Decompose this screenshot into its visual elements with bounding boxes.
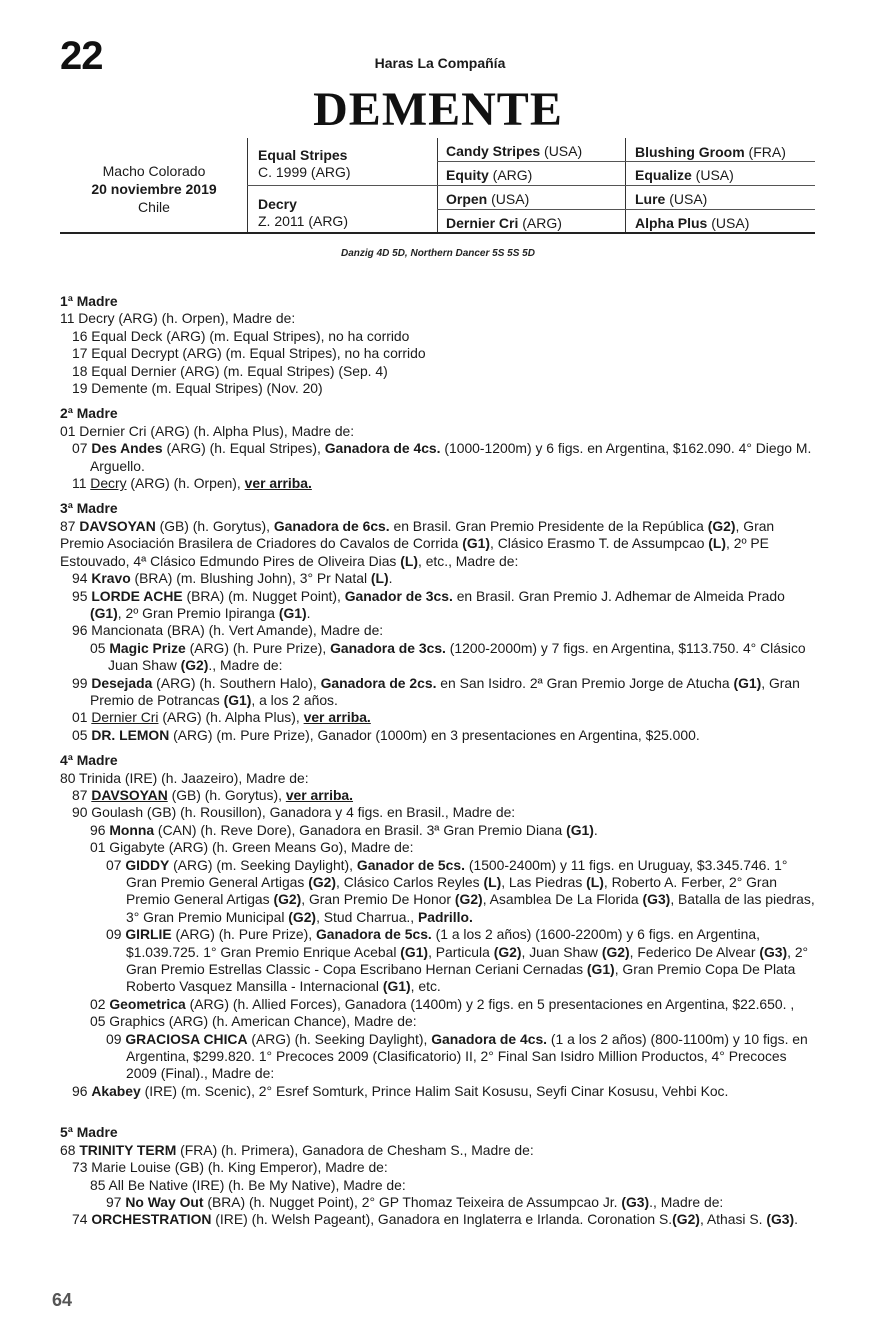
entry-text: 19 Demente (m. Equal Stripes) (Nov. 20) xyxy=(72,380,323,397)
entry-emphasis: GIDDY xyxy=(125,856,170,873)
entry-emphasis: (G2) xyxy=(493,943,522,960)
entry-text: (ARG) (h. Equal Stripes), xyxy=(162,440,325,457)
entry-text: (FRA) (h. Primera), Ganadora de Chesham S., Madre de: xyxy=(176,1141,534,1158)
entry-text: . xyxy=(388,570,393,587)
section-title: 3ª Madre xyxy=(60,500,118,517)
entry-text: 96 Mancionata (BRA) (h. Vert Amande), Madre de: xyxy=(72,622,384,639)
entry-text: , Clásico Erasmo T. de Assumpcao xyxy=(490,535,709,552)
pedigree-entry xyxy=(60,675,820,710)
entry-text: 95 xyxy=(72,587,92,604)
entry-text: 96 xyxy=(72,1082,92,1099)
entry-emphasis: (G2) xyxy=(308,874,336,890)
entry-emphasis: ver arriba. xyxy=(303,709,371,726)
entry-text: 68 xyxy=(60,1141,80,1158)
entry-text: 80 Trinida (IRE) (h. Jaazeiro), Madre de: xyxy=(60,769,309,786)
entry-text: , Roberto A. Ferber, 2° Gran Premio General Artigas xyxy=(126,874,777,908)
entry-emphasis: ver arriba. xyxy=(244,475,312,492)
entry-text: (1000-1200m) y 6 figs. en Argentina, $162.090. 4° Diego M. Arguello. xyxy=(90,440,812,474)
pedigree-entry xyxy=(60,363,820,380)
entry-text: , Federico De Alvear xyxy=(629,943,760,960)
entry-text: 07 xyxy=(72,440,92,457)
horse-name: DEMENTE xyxy=(313,83,563,136)
entry-text: 02 xyxy=(90,995,110,1012)
entry-text: , Stud Charrua., xyxy=(316,908,418,925)
entry-emphasis: Ganadora de 5cs. xyxy=(315,926,432,943)
entry-text: , Asamblea De La Florida xyxy=(482,891,643,908)
entry-text: (ARG) (h. Allied Forces), Ganadora (1400m) y 2 figs. en 5 presentaciones en Argentina, $22.650. , xyxy=(185,995,795,1012)
great-grandparent xyxy=(635,167,734,184)
pedigree-entry xyxy=(60,770,820,787)
pedigree-entry xyxy=(60,822,820,839)
entry-emphasis: (G3) xyxy=(759,943,788,960)
section-title: 2ª Madre xyxy=(60,405,118,422)
pedigree-entry xyxy=(60,1031,820,1083)
entry-text: 87 xyxy=(72,786,92,803)
entry-emphasis: DAVSOYAN xyxy=(91,786,168,803)
pedigree-entry xyxy=(60,926,820,996)
entry-text: , Gran Premio de Potrancas xyxy=(90,674,800,708)
entry-text: (1500-2400m) y 11 figs. en Uruguay, $3.345.746. 1° Gran Premio General Artigas xyxy=(126,856,788,890)
entry-text: (BRA) (m. Blushing John), 3° Pr Natal xyxy=(130,570,371,587)
entry-emphasis: (G2) xyxy=(273,891,302,908)
entry-emphasis: Ganadora de 2cs. xyxy=(320,674,437,691)
entry-text: (ARG) (h. Seeking Daylight), xyxy=(247,1030,432,1047)
entry-text: , Gran Premio Asociación Brasilera de Criadores do Cavalos de Corrida xyxy=(60,517,775,552)
entry-emphasis: (G1) xyxy=(733,674,762,691)
entry-emphasis: (G1) xyxy=(462,535,491,552)
entry-text: (CAN) (h. Reve Dore), Ganadora en Brasil. 3ª Gran Premio Diana xyxy=(154,821,567,838)
entry-text: 05 xyxy=(72,726,92,743)
entry-text: 16 Equal Deck (ARG) (m. Equal Stripes), no ha corrido xyxy=(72,327,410,344)
entry-emphasis: (G1) xyxy=(382,978,411,995)
entry-text: 01 Gigabyte (ARG) (h. Green Means Go), Madre de: xyxy=(90,839,414,856)
entry-text: (GB) (h. Gorytus), xyxy=(167,786,286,803)
pedigree-entry xyxy=(60,622,820,639)
entry-emphasis: Ganador de 3cs. xyxy=(344,587,453,604)
entry-text: ., Madre de: xyxy=(649,1193,724,1210)
grandparent-name: Equity xyxy=(446,167,489,183)
entry-text: 05 Graphics (ARG) (h. American Chance), Madre de: xyxy=(90,1013,417,1030)
entry-text: (ARG) (h. Orpen), xyxy=(126,475,245,492)
entry-text: 09 xyxy=(106,1030,126,1047)
entry-emphasis: Ganadora de 3cs. xyxy=(330,639,446,656)
entry-text: 17 Equal Decrypt (ARG) (m. Equal Stripes), no ha corrido xyxy=(72,345,426,362)
pedigree-entry xyxy=(60,804,820,821)
entry-text: 01 Dernier Cri (ARG) (h. Alpha Plus), Madre de: xyxy=(60,422,355,439)
great-grandparent-name: Blushing Groom xyxy=(635,144,745,160)
entry-text: 97 xyxy=(106,1193,126,1210)
dam-detail: Z. 2011 (ARG) xyxy=(258,213,348,229)
sire xyxy=(258,147,351,181)
entry-text: , Batalla de las piedras, 3° Gran Premio Municipal xyxy=(126,891,815,925)
grandparent-name: Candy Stripes xyxy=(446,143,541,159)
entry-emphasis: (L) xyxy=(586,874,604,890)
entry-text: (BRA) (h. Nugget Point), 2° GP Thomaz Teixeira de Assumpcao Jr. xyxy=(203,1193,622,1210)
entry-text: , a los 2 años. xyxy=(251,691,338,708)
entry-emphasis: Geometrica xyxy=(109,995,186,1012)
entry-text: (BRA) (m. Nugget Point), xyxy=(182,587,345,604)
pedigree-entry xyxy=(60,518,820,570)
entry-text: , Gran Premio Copa De Plata Roberto Vasquez Mansilla - Internacional xyxy=(126,961,796,995)
entry-emphasis: Ganador de 5cs. xyxy=(356,856,465,873)
entry-emphasis: Ganadora de 6cs. xyxy=(273,517,390,534)
entry-text: , Juan Shaw xyxy=(521,943,602,960)
grandparent-origin: (ARG) xyxy=(518,215,562,231)
birth-date: 20 noviembre 2019 xyxy=(91,181,217,197)
entry-emphasis: Monna xyxy=(109,821,155,838)
entry-text: (GB) (h. Gorytus), xyxy=(155,517,274,534)
pedigree-entry xyxy=(60,1159,820,1176)
great-grandparent-name: Lure xyxy=(635,191,666,207)
grandparent xyxy=(446,143,582,160)
lot-number: 22 xyxy=(60,34,103,78)
entry-text: , etc. xyxy=(410,978,441,995)
entry-emphasis: (L) xyxy=(708,535,727,552)
entry-text: . xyxy=(593,821,598,838)
entry-emphasis: (G2) xyxy=(454,891,483,908)
entry-emphasis: (G3) xyxy=(766,1211,795,1228)
great-grandparent-origin: (USA) xyxy=(691,167,734,183)
farm-name: Haras La Compañía xyxy=(374,55,506,71)
grandparent xyxy=(446,215,562,232)
entry-text: 01 xyxy=(72,709,92,726)
entry-emphasis: LORDE ACHE xyxy=(91,587,183,604)
subject-info xyxy=(60,162,248,216)
entry-emphasis: DR. LEMON xyxy=(91,726,170,743)
entry-emphasis: Des Andes xyxy=(91,440,163,457)
entry-emphasis: Padrillo. xyxy=(418,908,473,925)
grandparent-origin: (USA) xyxy=(540,143,583,159)
entry-text: 07 xyxy=(106,856,126,873)
entry-emphasis: (G2) xyxy=(288,908,317,925)
section-title: 4ª Madre xyxy=(60,752,118,769)
entry-text: (ARG) (h. Pure Prize), xyxy=(171,926,316,943)
entry-text: (ARG) (h. Alpha Plus), xyxy=(158,709,304,726)
maternal-family xyxy=(60,293,820,1229)
entry-text: , Gran Premio De Honor xyxy=(301,891,455,908)
entry-emphasis: (G1) xyxy=(566,821,594,838)
entry-emphasis: (G2) xyxy=(180,657,209,674)
pedigree-table xyxy=(60,138,815,234)
great-grandparent xyxy=(635,191,707,208)
entry-emphasis: (G1) xyxy=(400,943,429,960)
entry-text: (ARG) (m. Seeking Daylight), xyxy=(169,856,357,873)
entry-emphasis: (G2) xyxy=(672,1211,700,1228)
grandparent-origin: (ARG) xyxy=(488,167,533,183)
pedigree-entry xyxy=(60,1177,820,1194)
entry-emphasis: Dernier Cri xyxy=(91,709,159,726)
entry-emphasis: (G3) xyxy=(642,891,671,908)
great-grandparent-origin: (USA) xyxy=(665,191,708,207)
section-title: 5ª Madre xyxy=(60,1124,118,1141)
pedigree-entry xyxy=(60,787,820,804)
entry-emphasis: ver arriba. xyxy=(285,786,354,803)
entry-text: ., Madre de: xyxy=(208,657,283,674)
pedigree-entry xyxy=(60,380,820,397)
pedigree-entry xyxy=(60,640,820,675)
pedigree-entry xyxy=(60,570,820,587)
entry-text: 99 xyxy=(72,674,92,691)
entry-text: (1 a los 2 años) (1600-2200m) y 6 figs. en Argentina, $1.039.725. 1° Gran Premio Enrique Acebal xyxy=(126,926,760,960)
pedigree-entry xyxy=(60,475,820,492)
entry-text: , Las Piedras xyxy=(501,874,587,890)
entry-text: . xyxy=(306,604,311,621)
entry-emphasis: Decry xyxy=(90,475,127,492)
entry-emphasis: (G1) xyxy=(278,604,307,621)
entry-text: 90 Goulash (GB) (h. Rousillon), Ganadora y 4 figs. en Brasil., Madre de: xyxy=(72,804,516,821)
pedigree-entry xyxy=(60,1194,820,1211)
entry-text: en San Isidro. 2ª Gran Premio Jorge de Atucha xyxy=(436,674,734,691)
pedigree-entry xyxy=(60,588,820,623)
page-number: 64 xyxy=(52,1290,73,1310)
entry-emphasis: (L) xyxy=(400,552,418,569)
entry-text: 74 xyxy=(72,1211,92,1228)
entry-text: 18 Equal Dernier (ARG) (m. Equal Stripes) (Sep. 4) xyxy=(72,362,388,379)
pedigree-entry xyxy=(60,1083,820,1100)
entry-text: , Particula xyxy=(428,943,494,960)
entry-text: , 2º Gran Premio Ipiranga xyxy=(117,604,279,621)
entry-emphasis: (G1) xyxy=(223,691,252,708)
pedigree-entry xyxy=(60,328,820,345)
grandparent-name: Orpen xyxy=(446,191,488,207)
section-title: 1ª Madre xyxy=(60,293,118,309)
entry-text: (ARG) (h. Southern Halo), xyxy=(152,674,321,691)
grandparent xyxy=(446,191,529,208)
great-grandparent-origin: (FRA) xyxy=(744,144,786,160)
entry-emphasis: GIRLIE xyxy=(125,926,172,943)
sire-name: Equal Stripes xyxy=(258,147,348,163)
pedigree-entry xyxy=(60,857,820,927)
pedigree-entry xyxy=(60,709,820,726)
grandparent-origin: (USA) xyxy=(487,191,530,207)
entry-text: 11 Decry (ARG) (h. Orpen), Madre de: xyxy=(60,310,296,327)
entry-emphasis: DAVSOYAN xyxy=(79,517,156,534)
pedigree-entry xyxy=(60,423,820,440)
entry-text: (IRE) (m. Scenic), 2° Esref Somturk, Prince Halim Sait Kosusu, Seyfi Cinar Kosusu, Vehbi Koc. xyxy=(140,1082,729,1099)
entry-emphasis: Desejada xyxy=(91,674,153,691)
pedigree-entry xyxy=(60,1211,820,1228)
entry-emphasis: (L) xyxy=(370,570,389,587)
sire-detail: C. 1999 (ARG) xyxy=(258,164,351,180)
pedigree-entry xyxy=(60,727,820,744)
entry-emphasis: No Way Out xyxy=(125,1193,204,1210)
pedigree-entry xyxy=(60,996,820,1013)
entry-emphasis: ORCHESTRATION xyxy=(91,1211,212,1228)
entry-text: (ARG) (m. Pure Prize), Ganador (1000m) en 3 presentaciones en Argentina, $25.000. xyxy=(169,726,700,743)
country: Chile xyxy=(138,199,170,215)
entry-emphasis: (G2) xyxy=(601,943,630,960)
entry-text: 96 xyxy=(90,821,110,838)
sex-color: Macho Colorado xyxy=(102,163,206,179)
entry-emphasis: (G2) xyxy=(707,517,736,534)
pedigree-entry xyxy=(60,839,820,856)
entry-text: 05 xyxy=(90,639,110,656)
pedigree-entry xyxy=(60,310,820,327)
entry-emphasis: (G3) xyxy=(621,1193,650,1210)
great-grandparent xyxy=(635,215,749,232)
entry-emphasis: Akabey xyxy=(91,1082,141,1099)
entry-emphasis: (G1) xyxy=(90,604,118,621)
inbreeding-note: Danzig 4D 5D, Northern Dancer 5S 5S 5D xyxy=(341,248,535,259)
section-gap xyxy=(60,1100,820,1116)
great-grandparent-name: Alpha Plus xyxy=(635,215,708,231)
entry-text: 73 Marie Louise (GB) (h. King Emperor), Madre de: xyxy=(72,1159,388,1176)
entry-emphasis: (G1) xyxy=(586,961,615,978)
dam xyxy=(258,196,348,230)
pedigree-entry xyxy=(60,345,820,362)
entry-emphasis: Ganadora de 4cs. xyxy=(324,440,441,457)
entry-text: , 2º PE Estouvado, 4ª Clásico Edmundo Pires de Oliveira Dias xyxy=(60,535,769,569)
grandparent-name: Dernier Cri xyxy=(446,215,519,231)
entry-text: en Brasil. Gran Premio Presidente de la República xyxy=(389,517,708,534)
entry-text: (IRE) (h. Welsh Pageant), Ganadora en Inglaterra e Irlanda. Coronation S. xyxy=(211,1211,673,1228)
entry-text: en Brasil. Gran Premio J. Adhemar de Almeida Prado xyxy=(452,587,785,604)
entry-text: 11 xyxy=(72,475,91,492)
great-grandparent-name: Equalize xyxy=(635,167,692,183)
entry-text: , 2° Gran Premio Estrellas Classic - Copa Escribano Hernan Ceriani Cernadas xyxy=(126,943,809,978)
dam-name: Decry xyxy=(258,196,297,212)
entry-text: (ARG) (h. Pure Prize), xyxy=(185,639,331,656)
great-grandparent xyxy=(635,144,786,161)
entry-text: 09 xyxy=(106,926,126,943)
great-grandparent-origin: (USA) xyxy=(707,215,750,231)
entry-emphasis: TRINITY TERM xyxy=(79,1141,177,1158)
entry-text: . xyxy=(794,1211,798,1228)
entry-emphasis: Kravo xyxy=(91,570,131,587)
entry-emphasis: GRACIOSA CHICA xyxy=(125,1030,248,1047)
pedigree-entry xyxy=(60,1013,820,1030)
entry-text: (1200-2000m) y 7 figs. en Argentina, $113.750. 4° Clásico Juan Shaw xyxy=(108,639,806,674)
entry-text: , etc., Madre de: xyxy=(417,552,519,569)
entry-text: (1 a los 2 años) (800-1100m) y 10 figs. en Argentina, $299.820. 1° Precoces 2009 (Clasificatorio) II, 2° Final San Isidro Million Productos, 4° Precoces 2009 (Final)., Madre de: xyxy=(126,1030,808,1082)
pedigree-entry xyxy=(60,440,820,475)
pedigree-entry xyxy=(60,1142,820,1159)
entry-text: 85 All Be Native (IRE) (h. Be My Native), Madre de: xyxy=(90,1176,406,1193)
grandparent xyxy=(446,167,532,184)
entry-text: 87 xyxy=(60,517,80,534)
entry-emphasis: Ganadora de 4cs. xyxy=(431,1030,548,1047)
entry-text: , Clásico Carlos Reyles xyxy=(336,874,484,890)
entry-text: , Athasi S. xyxy=(699,1211,767,1228)
entry-text: 94 xyxy=(72,570,92,587)
entry-emphasis: Magic Prize xyxy=(109,639,186,656)
entry-emphasis: (L) xyxy=(483,874,502,890)
